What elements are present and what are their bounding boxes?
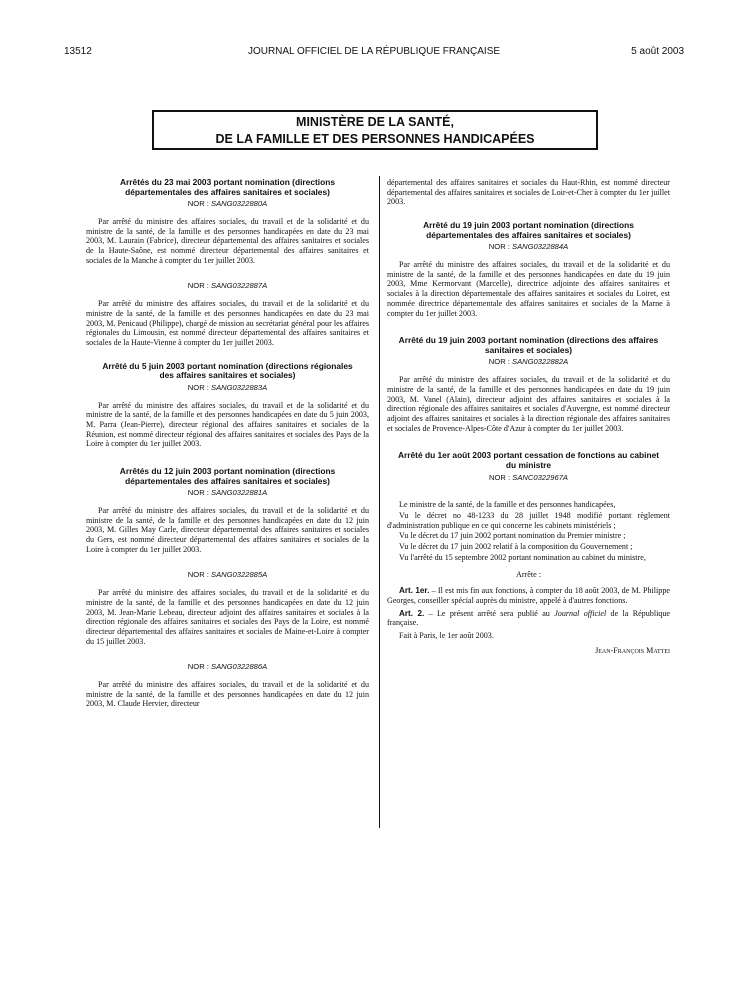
nor-label: NOR : [187,570,209,580]
nor-code: SANG0322881A [211,488,268,498]
arrete-paragraph: Par arrêté du ministre des affaires sociales, du travail et de la solidarité et du ministre de la santé, de la famille et des personnes handicapées en date du 19 juin 2003, M. Vanel (Alain), directeur adjoint des affaires sanitaires et sociales à la direction régionale des affaires sanitaires et sociales d'Auvergne, est nommé directeur adjoint des affaires sanitaires et sociales à la direction régionale des affaires sanitaires et sociales de Provence-Alpes-Côte d'Azur à compter du 1er juillet 2003. [387,375,670,433]
visa-paragraph: Vu le décret du 17 juin 2002 relatif à la composition du Gouvernement ; [399,542,633,552]
arrete-paragraph: Par arrêté du ministre des affaires sociales, du travail et de la solidarité et du ministre de la santé, de la famille et des personnes handicapées en date du 5 juin 2003, M. Parra (Jean-Pierre), directeur régional des affaires sanitaires et sociales de la Réunion, est nommé directeur régional des affaires sanitaires et sociales des Pays de la Loire à compter du 1er juillet 2003. [86,400,369,449]
arrete-paragraph: Par arrêté du ministre des affaires sociales, du travail et de la solidarité et du ministre de la santé, de la famille et des personnes handicapées en date du 23 mai 2003, M. Laurain (Fabrice), directeur départemental des affaires sanitaires et sociales de la Haute-Saône, est nommé directeur départemental des affaires sanitaires et sociales de la Manche à compter du 1er juillet 2003. [86,216,369,265]
decree-intro: Le ministre de la santé, de la famille et des personnes handicapées, [399,500,616,510]
nor-code: SANG0322882A [512,357,569,367]
article-1-text: – Il est mis fin aux fonctions, à compter du 18 août 2003, de M. Philippe Georges, conseiller spécial auprès du ministre, appelé à d'autres fonctions. [387,586,670,605]
nor-reference [86,199,369,209]
nor-code: SANG0322885A [211,570,268,580]
arrete-title: Arrêté du 5 juin 2003 portant nomination (directions régionales des affaires sanitaires et sociales) [102,360,353,381]
continued-paragraph: départemental des affaires sanitaires et sociales du Haut-Rhin, est nommé directeur départemental des affaires sanitaires et sociales de Loir-et-Cher à compter du 1er juillet 2003. [387,178,670,207]
arrete-paragraph: Par arrêté du ministre des affaires sociales, du travail et de la solidarité et du ministre de la santé, de la famille et des personnes handicapées en date du 19 juin 2003, Mme Kermorvant (Marcelle), directrice adjointe des affaires sanitaires et sociales à la direction départementale des affaires sanitaires et sociales du Loiret, est nommée directrice départementale des affaires sanitaires et sociales de la Marne à compter du 1er juillet 2003. [387,260,670,318]
arrete-paragraph: Par arrêté du ministre des affaires sociales, du travail et de la solidarité et du ministre de la santé, de la famille et des personnes handicapées en date du 12 juin 2003, M. Jean-Marie Lebeau, directeur adjoint des affaires sanitaires et sociales à la direction régionale des affaires sanitaires et sociales des Pays de la Loire, est nommé directeur départemental des affaires sanitaires et sociales de Maine-et-Loire à compter du 15 juillet 2003. [86,588,369,646]
signature: Jean-François Mattei [595,645,670,655]
nor-reference [387,242,670,252]
page-number: 13512 [64,46,92,57]
nor-reference [387,473,670,483]
arrete-title: Arrêté du 19 juin 2003 portant nomination (directions des affaires sanitaires et sociales) [398,335,659,355]
article-2 [387,609,670,628]
nor-code: SANG0322884A [512,242,569,252]
nor-label: NOR : [187,281,209,291]
article-1 [387,586,670,605]
nor-reference [86,281,369,291]
arrete-paragraph: Par arrêté du ministre des affaires sociales, du travail et de la solidarité et du ministre de la santé, de la famille et des personnes handicapées en date du 12 juin 2003, M. Claude Hervier, directeur [86,680,369,709]
nor-reference [86,488,369,498]
arrete-word: Arrête : [516,570,541,580]
fait-a-paris: Fait à Paris, le 1er août 2003. [399,630,494,640]
visa-paragraph: Vu le décret no 48-1233 du 28 juillet 1948 modifié portant règlement d'administration publique en ce qui concerne les cabinets ministériels ; [387,510,670,530]
arrete-title: Arrêté du 19 juin 2003 portant nomination (directions départementales des affaires sanitaires et sociales) [423,220,634,240]
article-2-text-a: – Le présent arrêté sera publié au [428,608,550,618]
column-divider [379,176,380,828]
nor-code: SANC0322967A [512,472,568,482]
journal-title: JOURNAL OFFICIEL DE LA RÉPUBLIQUE FRANÇAISE [247,46,501,57]
arrete-title: Arrêté du 1er août 2003 portant cessation de fonctions au cabinet du ministre [397,450,660,470]
arrete-paragraph: Par arrêté du ministre des affaires sociales, du travail et de la solidarité et du ministre de la santé, de la famille et des personnes handicapées en date du 23 mai 2003, M. Penicaud (Philippe), chargé de mission au secrétariat général pour les affaires régionales du Limousin, est nommé directeur départemental des affaires sanitaires et sociales de la Haute-Vienne à compter du 1er juillet 2003. [86,299,369,347]
right-column [387,178,670,655]
ministry-line-1: MINISTÈRE DE LA SANTÉ, [296,115,454,129]
nor-label: NOR : [488,242,510,252]
nor-reference [86,383,369,393]
article-2-label: Art. 2. [399,608,425,618]
nor-label: NOR : [187,488,209,498]
page-header [64,46,684,62]
ministry-heading [152,110,598,150]
nor-label: NOR : [187,199,209,209]
nor-reference [86,662,369,672]
issue-date: 5 août 2003 [631,46,684,57]
nor-label: NOR : [488,357,510,367]
nor-reference [387,357,670,367]
article-2-text-b: de la République française. [387,608,671,628]
visa-paragraph: Vu le décret du 17 juin 2002 portant nomination du Premier ministre ; [399,531,626,541]
journal-officiel-reference: Journal officiel [554,608,607,618]
arrete-title: Arrêtés du 12 juin 2003 portant nomination (directions départementales des affaires sanitaires et sociales) [119,466,336,486]
nor-code: SANG0322886A [211,662,268,672]
nor-code: SANG0322880A [211,199,268,209]
ministry-line-2: DE LA FAMILLE ET DES PERSONNES HANDICAPÉES [215,132,535,146]
article-1-label: Art. 1er. [399,586,430,596]
left-column [86,178,369,709]
nor-reference [86,570,369,580]
visa-paragraph: Vu l'arrêté du 15 septembre 2002 portant nomination au cabinet du ministre, [399,552,646,562]
nor-code: SANG0322887A [211,281,268,291]
nor-label: NOR : [187,382,209,392]
nor-label: NOR : [187,662,209,672]
nor-label: NOR : [489,472,511,482]
nor-code: SANG0322883A [211,382,268,392]
arrete-paragraph: Par arrêté du ministre des affaires sociales, du travail et de la solidarité et du ministre de la santé, de la famille et des personnes handicapées en date du 12 juin 2003, M. Gilles May Carle, directeur départemental des affaires sanitaires et sociales du Gers, est nommé directeur départemental des affaires sanitaires et sociales de la Loire à compter du 1er juillet 2003. [86,505,369,554]
arrete-title: Arrêtés du 23 mai 2003 portant nomination (directions départementales des affaires sanitaires et sociales) [119,177,335,197]
